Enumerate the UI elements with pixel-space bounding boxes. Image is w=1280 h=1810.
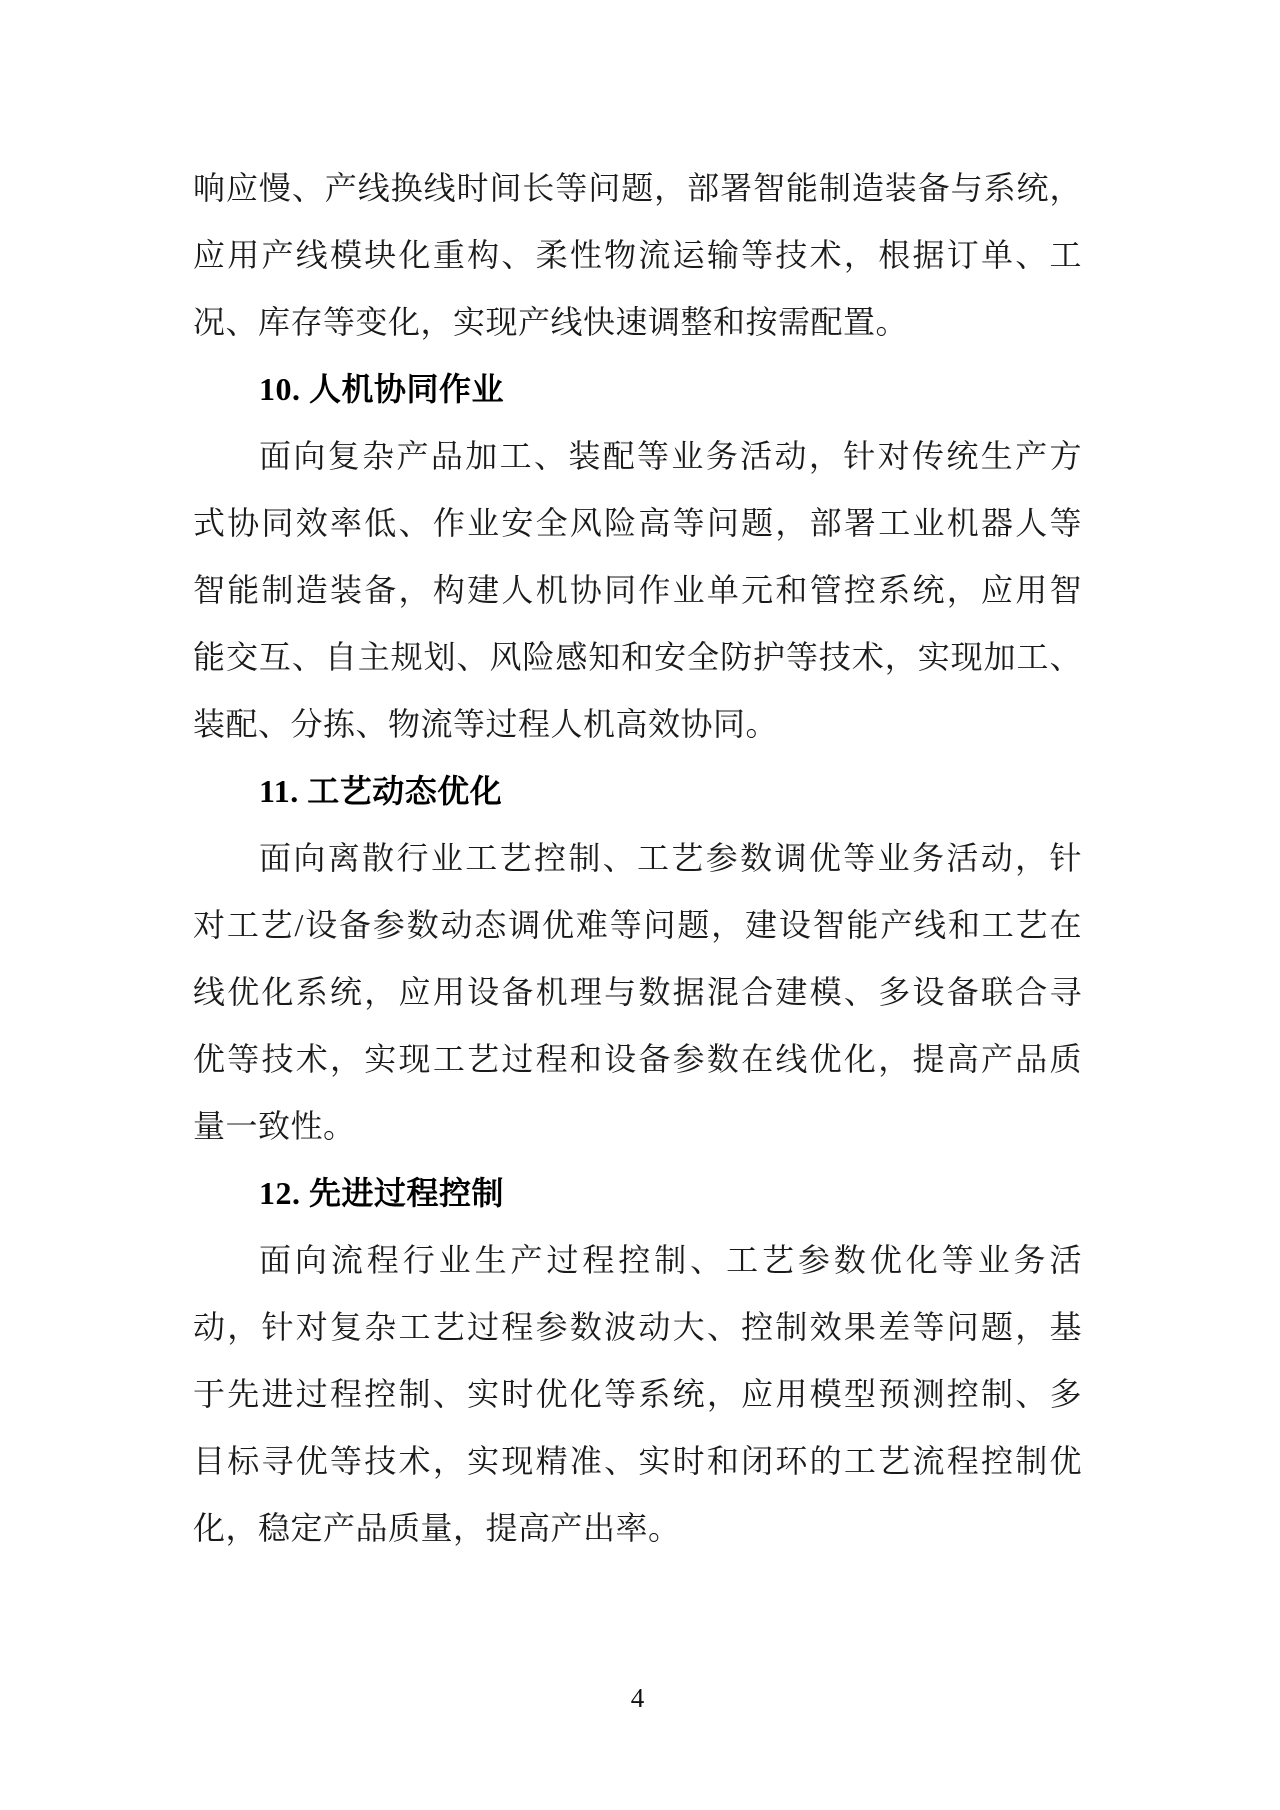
body-line: 应用产线模块化重构、柔性物流运输等技术，根据订单、工 xyxy=(193,237,1082,273)
page-number: 4 xyxy=(630,1683,645,1713)
body-line: 智能制造装备，构建人机协同作业单元和管控系统，应用智 xyxy=(193,572,1082,608)
paragraph-last-line: 量一致性。 xyxy=(193,1108,356,1144)
body-line: 动，针对复杂工艺过程参数波动大、控制效果差等问题，基 xyxy=(193,1309,1082,1345)
section-heading-10: 10. 人机协同作业 xyxy=(259,371,505,407)
paragraph-first-line: 面向流程行业生产过程控制、工艺参数优化等业务活 xyxy=(259,1242,1082,1278)
body-line: 目标寻优等技术，实现精准、实时和闭环的工艺流程控制优 xyxy=(193,1443,1082,1479)
paragraph-last-line: 况、库存等变化，实现产线快速调整和按需配置。 xyxy=(193,304,909,340)
document-body xyxy=(193,155,1082,1562)
paragraph-first-line: 面向离散行业工艺控制、工艺参数调优等业务活动，针 xyxy=(259,840,1082,876)
body-line: 优等技术，实现工艺过程和设备参数在线优化，提高产品质 xyxy=(193,1041,1082,1077)
body-line: 线优化系统，应用设备机理与数据混合建模、多设备联合寻 xyxy=(193,974,1082,1010)
body-line: 能交互、自主规划、风险感知和安全防护等技术，实现加工、 xyxy=(193,639,1082,675)
section-heading-11: 11. 工艺动态优化 xyxy=(259,773,503,809)
paragraph-first-line: 面向复杂产品加工、装配等业务活动，针对传统生产方 xyxy=(259,438,1082,474)
body-line: 于先进过程控制、实时优化等系统，应用模型预测控制、多 xyxy=(193,1376,1082,1412)
body-line: 式协同效率低、作业安全风险高等问题，部署工业机器人等 xyxy=(193,505,1082,541)
section-heading-12: 12. 先进过程控制 xyxy=(259,1175,505,1211)
paragraph-last-line: 化，稳定产品质量，提高产出率。 xyxy=(193,1510,681,1546)
body-line: 对工艺/设备参数动态调优难等问题，建设智能产线和工艺在 xyxy=(193,907,1082,943)
paragraph-last-line: 装配、分拣、物流等过程人机高效协同。 xyxy=(193,706,779,742)
body-line: 响应慢、产线换线时间长等问题，部署智能制造装备与系统， xyxy=(193,170,1082,206)
